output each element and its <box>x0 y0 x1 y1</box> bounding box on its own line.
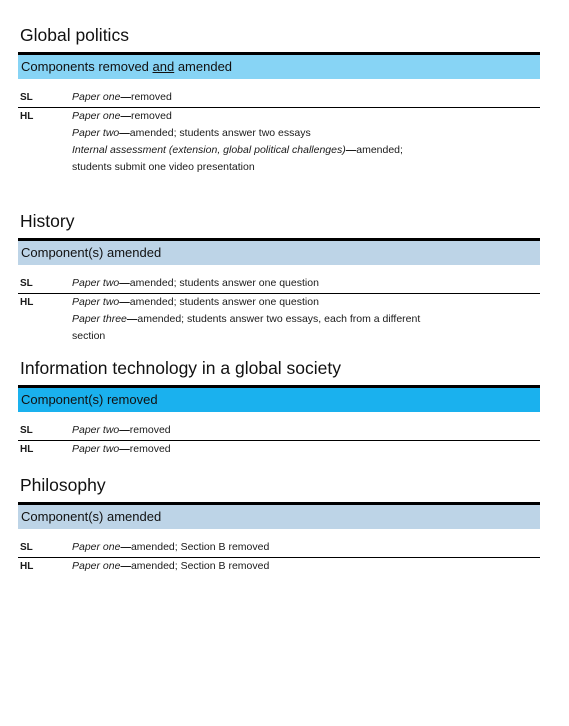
line: Paper two—removed <box>72 424 171 436</box>
bar-underlined: and <box>152 59 175 74</box>
level-label: SL <box>20 425 33 436</box>
level-rows <box>18 275 540 345</box>
section-title: Information technology in a global society <box>20 358 342 378</box>
level-rows <box>18 539 540 575</box>
section-title: History <box>20 211 75 231</box>
section-bar <box>18 502 540 529</box>
line: Internal assessment (extension, global political challenges)—amended; <box>72 144 403 156</box>
line: section <box>72 330 106 342</box>
line: students submit one video presentation <box>72 161 255 173</box>
section-title: Philosophy <box>20 475 106 495</box>
level-label: HL <box>20 297 34 308</box>
level-label: SL <box>20 278 33 289</box>
section-history <box>18 210 540 345</box>
section-bar <box>18 385 540 412</box>
level-label: HL <box>20 111 34 122</box>
line: Paper two—amended; students answer one question <box>72 296 319 308</box>
section-itgs <box>18 357 540 458</box>
level-rows <box>18 89 540 176</box>
line: Paper two—removed <box>72 443 171 455</box>
section-global-politics <box>18 24 540 176</box>
line: Paper one—removed <box>72 91 172 103</box>
hl-row <box>18 441 540 458</box>
hl-row <box>18 294 540 345</box>
line: Paper one—amended; Section B removed <box>72 541 270 553</box>
line: Paper one—amended; Section B removed <box>72 560 270 572</box>
level-label: HL <box>20 444 34 455</box>
hl-row <box>18 558 540 575</box>
line: Paper one—removed <box>72 110 172 122</box>
section-bar <box>18 238 540 265</box>
bar-text: Component(s) removed <box>21 392 158 407</box>
bar-text-end: amended <box>174 59 233 74</box>
document-page <box>18 24 540 575</box>
sl-row <box>18 422 540 441</box>
line: Paper two—amended; students answer two essays <box>72 127 311 139</box>
line: Paper three—amended; students answer two essays, each from a different <box>72 313 421 325</box>
bar-text: Components removed <box>21 59 153 74</box>
sl-row <box>18 539 540 558</box>
level-label: HL <box>20 561 34 572</box>
section-philosophy <box>18 474 540 575</box>
bar-text: Component(s) amended <box>21 245 162 260</box>
sl-row <box>18 89 540 108</box>
level-rows <box>18 422 540 458</box>
section-title: Global politics <box>20 25 129 45</box>
hl-row <box>18 108 540 176</box>
bar-text: Component(s) amended <box>21 509 162 524</box>
sl-row <box>18 275 540 294</box>
level-label: SL <box>20 542 33 553</box>
line: Paper two—amended; students answer one question <box>72 277 319 289</box>
level-label: SL <box>20 92 33 103</box>
section-bar <box>18 52 540 79</box>
